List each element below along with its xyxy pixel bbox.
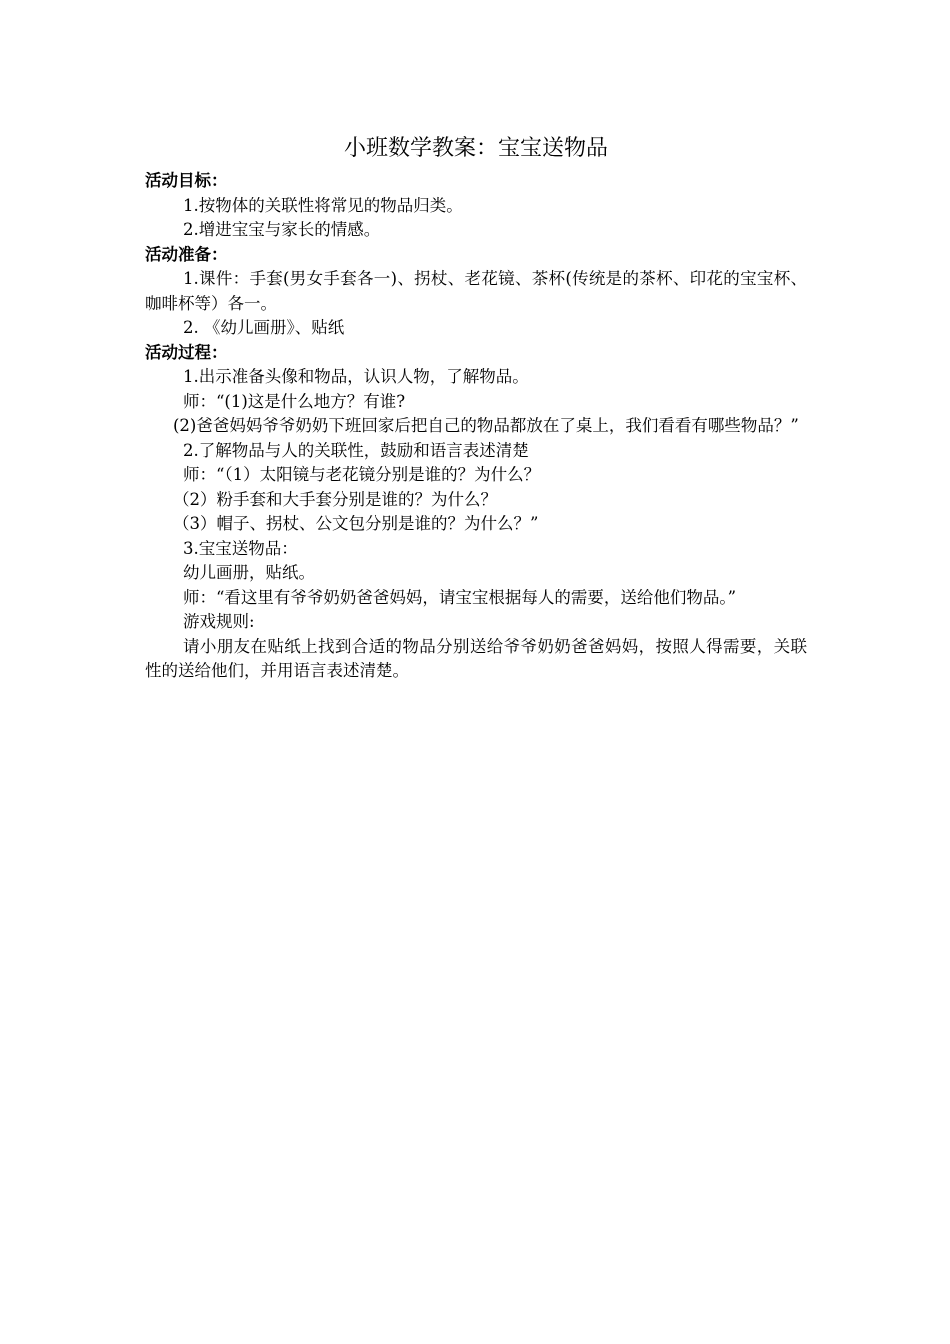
process-teacher-question-3: 师：“（1）太阳镜与老花镜分别是谁的？为什么？	[183, 465, 541, 484]
process-step-1: 1.出示准备头像和物品，认识人物，了解物品。	[183, 367, 529, 386]
section-heading-process: 活动过程：	[145, 342, 228, 362]
process-teacher-question-5: （3）帽子、拐杖、公文包分别是谁的？为什么？”	[173, 514, 539, 533]
section-heading-preparation: 活动准备：	[145, 244, 228, 264]
section-heading-goals: 活动目标：	[145, 171, 228, 190]
goal-item-1: 1.按物体的关联性将常见的物品归类。	[183, 195, 463, 215]
preparation-item-2: 2. 《幼儿画册》、贴纸	[183, 318, 345, 337]
process-teacher-instruction: 师：“看这里有爷爷奶奶爸爸妈妈，请宝宝根据每人的需要，送给他们物品。”	[183, 587, 737, 607]
section-preparation	[145, 243, 807, 341]
goal-item-2: 2.增进宝宝与家长的情感。	[183, 220, 381, 239]
process-step-3: 3.宝宝送物品：	[183, 538, 298, 558]
section-process	[145, 341, 807, 684]
process-materials: 幼儿画册，贴纸。	[183, 563, 315, 582]
page-title: 小班数学教案：宝宝送物品	[343, 136, 608, 161]
section-goals	[145, 169, 807, 243]
preparation-item-1: 1.课件：手套(男女手套各一)、拐杖、老花镜、茶杯(传统是的茶杯、印花的宝宝杯、咖啡杯等）各一。	[145, 269, 807, 313]
game-rules-heading: 游戏规则:	[183, 612, 255, 631]
process-teacher-question-2: (2)爸爸妈妈爷爷奶奶下班回家后把自己的物品都放在了桌上，我们看看有哪些物品？”	[173, 416, 799, 435]
process-teacher-question-1: 师：“(1)这是什么地方？有谁?	[183, 391, 406, 411]
process-step-2: 2.了解物品与人的关联性，鼓励和语言表述清楚	[183, 440, 529, 460]
game-rules-text: 请小朋友在贴纸上找到合适的物品分别送给爷爷奶奶爸爸妈妈，按照人得需要，关联性的送给他们，并用语言表述清楚。	[145, 636, 807, 680]
document-body	[145, 133, 807, 684]
process-teacher-question-4: （2）粉手套和大手套分别是谁的？为什么？	[173, 489, 497, 509]
